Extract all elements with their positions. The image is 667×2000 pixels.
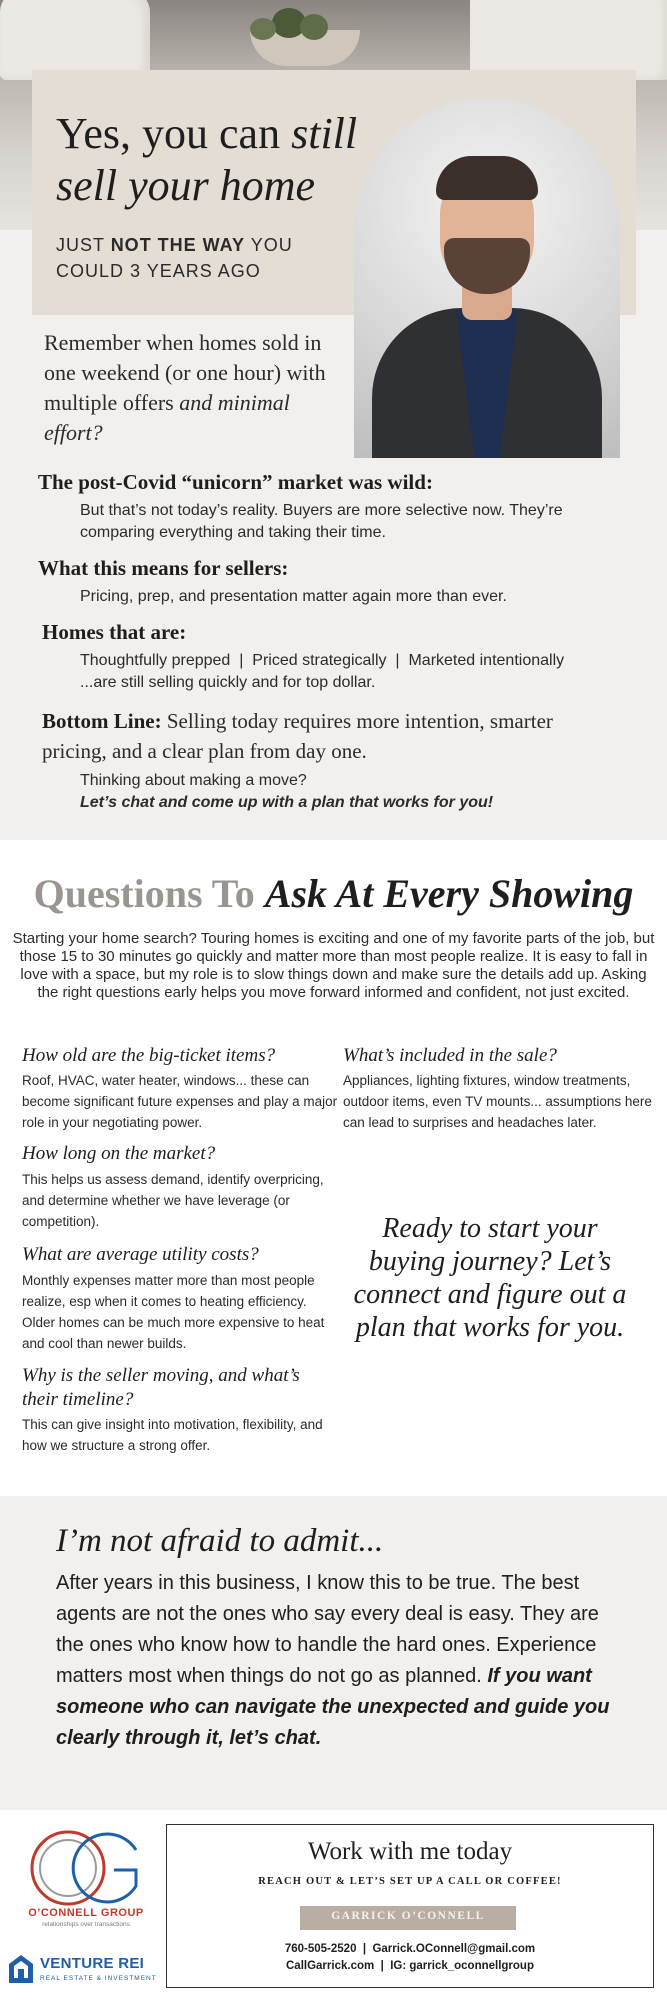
question-body: Monthly expenses matter more than most people realize, esp when it comes to heating efficiency. Older homes can be much more expensive to heat and cool than newer builds.	[22, 1273, 325, 1351]
sofa-shape	[0, 0, 150, 80]
intro-plain: Remember when homes sold in one weekend (or one hour) with multiple offers	[44, 330, 326, 415]
intro-italic: and minimal effort?	[44, 390, 290, 445]
buying-journey-cta: Ready to start your buying journey? Let’s connect and figure out a plan that works for you.	[353, 1213, 627, 1343]
questions-intro: Starting your home search? Touring homes is exciting and one of my favorite parts of the job, but those 15 to 30 minutes go quickly and matter more than most people realize. It is easy to fall in love with a space, but my role is to slow things down and make sure the details add up. Asking the right questions early helps you move forward informed and confident, not just excited.	[12, 930, 655, 1001]
portrait-beard	[444, 238, 530, 294]
admit-body-italic: If you want someone who can navigate the unexpected and guide you clearly through it, let’s chat.	[56, 1665, 610, 1749]
venture-rei-tagline: REAL ESTATE & INVESTMENT	[40, 1975, 157, 1982]
question-body: Appliances, lighting fixtures, window treatments, outdoor items, even TV mounts... assumptions here can lead to surprises and headaches later.	[343, 1073, 652, 1130]
hero-title-plain: Yes, you can	[56, 109, 292, 158]
homes-result: ...are still selling quickly and for top dollar.	[80, 674, 376, 691]
intro-paragraph	[44, 328, 344, 448]
bottom-line-text: Selling today requires more intention, smarter pricing, and a clear plan from day one.	[42, 709, 553, 763]
question-title: What’s included in the sale?	[343, 1045, 557, 1066]
artichoke-decor	[250, 18, 276, 40]
bottom-line-label: Bottom Line:	[42, 709, 162, 733]
work-with-me-subtitle: REACH OUT & LET’S SET UP A CALL OR COFFEE!	[258, 1876, 562, 1887]
questions-title-italic: Ask At Every Showing	[264, 871, 634, 916]
homes-heading: Homes that are:	[42, 620, 187, 644]
portrait-hair	[436, 156, 538, 200]
question-title: How old are the big-ticket items?	[22, 1045, 276, 1066]
admit-body-plain: After years in this business, I know this to be true. The best agents are not the ones who say every deal is easy. They are the ones who know how to handle the hard ones. Experience matters most when things do not go as planned.	[56, 1572, 599, 1687]
question-title: Why is the seller moving, and what’s their timeline?	[22, 1365, 300, 1410]
hero-sub-part: YOU	[245, 235, 293, 255]
question-title: What are average utility costs?	[22, 1244, 259, 1265]
agent-portrait	[354, 98, 620, 458]
admit-body	[56, 1568, 616, 1754]
oconnell-group-logo	[28, 1828, 144, 1908]
agent-name: GARRICK O’CONNELL	[331, 1910, 485, 1922]
oconnell-group-tagline: relationships over transactions	[42, 1921, 130, 1928]
sellers-heading: What this means for sellers:	[38, 556, 289, 580]
hero-title-italic: still	[291, 109, 358, 158]
question-title: How long on the market?	[22, 1143, 216, 1164]
hero-subtitle	[56, 232, 346, 284]
postcovid-body: But that’s not today’s reality. Buyers are more selective now. They’re comparing everything and taking their time.	[80, 502, 563, 541]
hero-title-line2: sell your home	[56, 161, 316, 210]
questions-title	[0, 870, 667, 917]
oconnell-group-name: O’CONNELL GROUP	[28, 1907, 144, 1919]
contact-web-instagram[interactable]: CallGarrick.com | IG: garrick_oconnellgroup	[286, 1960, 534, 1972]
sellers-body: Pricing, prep, and presentation matter again more than ever.	[80, 588, 507, 605]
question-body: This can give insight into motivation, flexibility, and how we structure a strong offer.	[22, 1417, 323, 1453]
bottom-line	[42, 706, 622, 766]
move-question: Thinking about making a move?	[80, 772, 307, 789]
hero-sub-line2: COULD 3 YEARS AGO	[56, 261, 261, 281]
work-with-me-title: Work with me today	[307, 1838, 513, 1865]
venture-rei-name: VENTURE REI	[40, 1955, 145, 1972]
questions-title-plain: Questions To	[33, 871, 265, 916]
postcovid-heading: The post-Covid “unicorn” market was wild:	[38, 470, 433, 494]
homes-list: Thoughtfully prepped | Priced strategically | Marketed intentionally	[80, 652, 565, 669]
question-body: Roof, HVAC, water heater, windows... these can become significant future expenses and play a major role in your negotiating power.	[22, 1073, 338, 1130]
artichoke-decor	[300, 14, 328, 40]
venture-rei-house-icon	[8, 1954, 34, 1984]
hero-sub-part: JUST	[56, 235, 111, 255]
contact-phone-email[interactable]: 760-505-2520 | Garrick.OConnell@gmail.com	[284, 1943, 536, 1955]
sofa-shape	[470, 0, 667, 80]
move-cta: Let’s chat and come up with a plan that works for you!	[80, 794, 494, 811]
hero-sub-bold: NOT THE WAY	[110, 235, 246, 255]
hero-title	[56, 108, 376, 212]
admit-title: I’m not afraid to admit...	[56, 1523, 384, 1559]
question-body: This helps us assess demand, identify overpricing, and determine whether we have leverage (or competition).	[22, 1172, 324, 1229]
